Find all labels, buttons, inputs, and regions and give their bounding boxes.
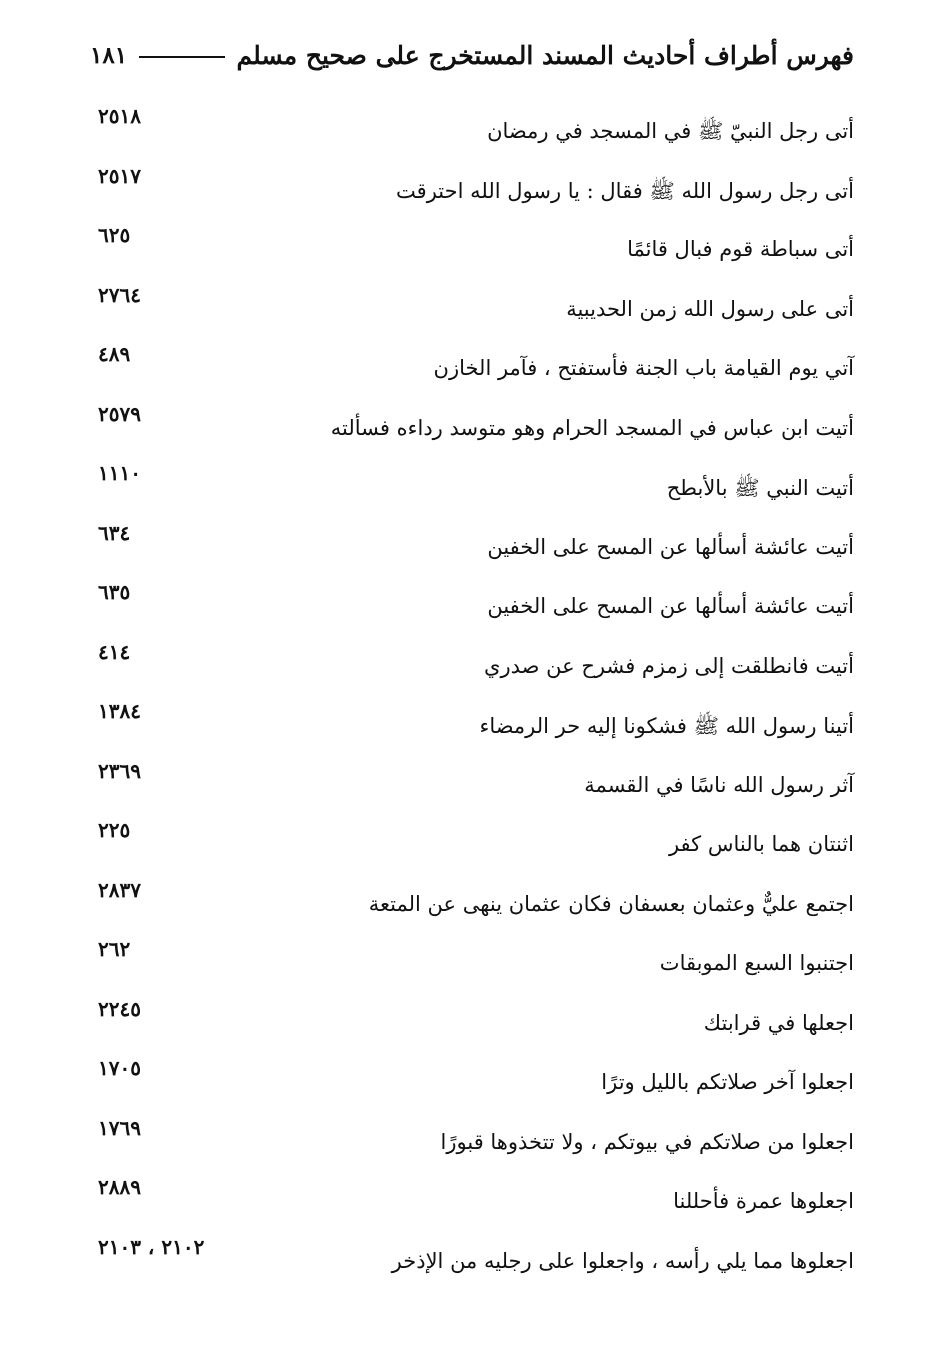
hadith-number: ١٧٠٥	[98, 1056, 141, 1080]
index-entry	[90, 96, 854, 156]
hadith-incipit: اجعلوا آخر صلاتكم بالليل وترًا	[601, 1070, 854, 1094]
index-entry	[90, 1048, 854, 1108]
hadith-incipit: اجعلوها مما يلي رأسه ، واجعلوا على رجليه من الإذخر	[391, 1248, 854, 1273]
page-number: ١٨١	[90, 41, 128, 69]
hadith-incipit: اجتنبوا السبع الموبقات	[659, 951, 854, 975]
index-entry	[90, 453, 854, 513]
hadith-number: ٢٨٣٧	[98, 877, 141, 902]
hadith-incipit: أتى رجل النبيّ ﷺ في المسجد في رمضان	[487, 119, 854, 143]
hadith-number: ٢٥١٨	[98, 104, 141, 128]
hadith-number: ٤٨٩	[98, 342, 131, 366]
hadith-incipit: أتينا رسول الله ﷺ فشكونا إليه حر الرمضاء	[479, 714, 854, 738]
hadith-number: ٢٧٦٤	[98, 282, 141, 307]
hadith-number: ٢٢٥	[98, 818, 131, 842]
index-entry	[90, 870, 854, 930]
index-entry	[90, 334, 854, 394]
page-header	[90, 30, 854, 80]
hadith-number: ٦٣٤	[98, 520, 131, 545]
hadith-number: ٦٢٥	[98, 223, 131, 247]
hadith-incipit: اجعلوا من صلاتكم في بيوتكم ، ولا تتخذوها قبورًا	[440, 1129, 854, 1154]
hadith-incipit: أتيت عائشة أسألها عن المسح على الخفين	[487, 594, 854, 618]
hadith-incipit: أتيت عائشة أسألها عن المسح على الخفين	[487, 534, 854, 559]
hadith-incipit: أتى سباطة قوم فبال قائمًا	[627, 237, 854, 261]
index-entry	[90, 810, 854, 870]
hadith-incipit: اجتمع عليٌّ وعثمان بعسفان فكان عثمان ينهى عن المتعة	[368, 891, 854, 916]
hadith-incipit: أتيت فانطلقت إلى زمزم فشرح عن صدري	[484, 653, 854, 678]
hadith-number: ٢٣٦٩	[98, 758, 141, 783]
index-entry	[90, 1167, 854, 1227]
hadith-incipit: أتيت ابن عباس في المسجد الحرام وهو متوسد رداءه فسألته	[330, 415, 854, 440]
hadith-incipit: أتيت النبي ﷺ بالأبطح	[666, 476, 854, 500]
index-entry	[90, 632, 854, 692]
index-entry	[90, 691, 854, 751]
index-entry	[90, 156, 854, 216]
index-entry	[90, 215, 854, 275]
hadith-number: ١٧٦٩	[98, 1115, 141, 1140]
hadith-incipit: اجعلها في قرابتك	[703, 1010, 854, 1035]
hadith-number: ٢١٠٢ ، ٢١٠٣	[98, 1234, 205, 1259]
hadith-number: ٦٣٥	[98, 580, 131, 604]
index-entry	[90, 394, 854, 454]
index-entry	[90, 275, 854, 335]
running-title: فهرس أطراف أحاديث المسند المستخرج على صحيح مسلم	[236, 40, 854, 70]
hadith-number: ٢٥٧٩	[98, 401, 141, 426]
hadith-number: ١٣٨٤	[98, 699, 141, 723]
hadith-number: ٢٥١٧	[98, 163, 141, 188]
index-entry	[90, 751, 854, 811]
index-entry	[90, 989, 854, 1049]
hadith-incipit: آتي يوم القيامة باب الجنة فأستفتح ، فآمر الخازن	[433, 356, 854, 380]
hadith-number: ٢٨٨٩	[98, 1175, 141, 1199]
hadith-number: ٤١٤	[98, 639, 131, 664]
header-rule	[139, 56, 224, 58]
hadith-number: ١١١٠	[98, 461, 141, 485]
hadith-index-list	[90, 96, 854, 1286]
index-entry	[90, 572, 854, 632]
index-entry	[90, 1227, 854, 1287]
hadith-incipit: أتى على رسول الله زمن الحديبية	[566, 296, 854, 321]
hadith-incipit: آثر رسول الله ناسًا في القسمة	[584, 772, 854, 797]
hadith-incipit: اثنتان هما بالناس كفر	[668, 832, 854, 856]
hadith-incipit: أتى رجل رسول الله ﷺ فقال : يا رسول الله احترقت	[396, 178, 854, 203]
index-entry	[90, 929, 854, 989]
hadith-incipit: اجعلوها عمرة فأحللنا	[673, 1189, 854, 1213]
hadith-number: ٢٦٢	[98, 937, 131, 961]
hadith-number: ٢٢٤٥	[98, 996, 141, 1021]
index-entry	[90, 1108, 854, 1168]
index-entry	[90, 513, 854, 573]
